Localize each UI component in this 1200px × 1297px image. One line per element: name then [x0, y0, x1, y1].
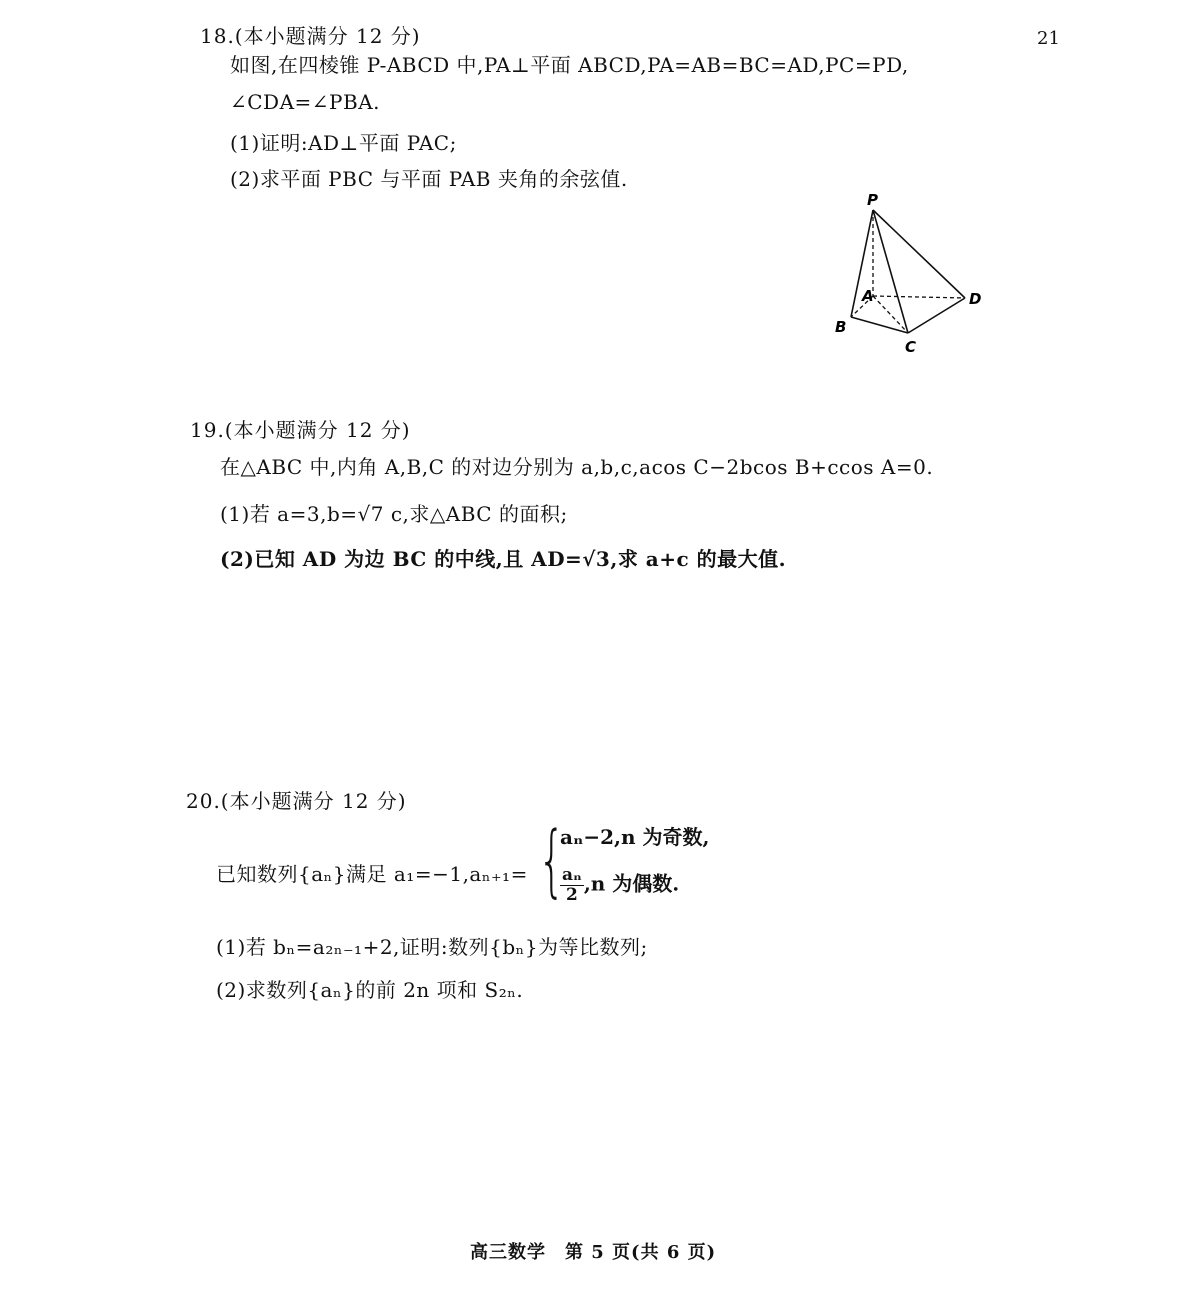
question-19-heading: 19.(本小题满分 12 分): [190, 418, 411, 442]
question-18-line-1: 如图,在四棱锥 P-ABCD 中,PA⊥平面 ABCD,PA=AB=BC=AD,PC=PD,: [230, 53, 909, 77]
edge-pc: [873, 210, 908, 333]
edge-cd: [908, 298, 965, 333]
page-corner-number: 21: [1037, 28, 1060, 49]
piecewise-case-even-tail: ,n 为偶数.: [583, 871, 680, 896]
question-19-line-1: 在△ABC 中,内角 A,B,C 的对边分别为 a,b,c,acos C−2bcos B+ccos A=0.: [220, 455, 934, 479]
question-20-lead: 已知数列{aₙ}满足 a₁=−1,aₙ₊₁=: [216, 862, 528, 886]
question-18-heading: 18.(本小题满分 12 分): [200, 24, 421, 48]
vertex-label-a: A: [862, 287, 874, 305]
vertex-label-p: P: [867, 191, 878, 209]
question-18-line-2: ∠CDA=∠PBA.: [230, 90, 381, 114]
piecewise-case-even: [560, 866, 679, 904]
question-18-part-1: (1)证明:AD⊥平面 PAC;: [230, 131, 457, 155]
edge-ad: [873, 296, 965, 298]
question-18-part-2: (2)求平面 PBC 与平面 PAB 夹角的余弦值.: [230, 167, 628, 191]
piecewise-case-odd: aₙ−2,n 为奇数,: [560, 825, 710, 849]
question-19-part-1: (1)若 a=3,b=√7 c,求△ABC 的面积;: [220, 502, 568, 526]
vertex-label-c: C: [905, 338, 917, 356]
fraction-an-over-2: [560, 866, 584, 904]
pyramid-figure: [825, 190, 1000, 360]
vertex-label-b: B: [835, 318, 847, 336]
piecewise-brace: {: [538, 816, 566, 906]
question-20-part-2: (2)求数列{aₙ}的前 2n 项和 S₂ₙ.: [216, 978, 524, 1002]
page-footer: 高三数学 第 5 页(共 6 页): [470, 1242, 717, 1263]
fraction-denominator: 2: [566, 884, 578, 905]
edge-bc: [851, 317, 908, 333]
question-19-part-2: (2)已知 AD 为边 BC 的中线,且 AD=√3,求 a+c 的最大值.: [220, 547, 787, 571]
question-20-heading: 20.(本小题满分 12 分): [186, 789, 407, 813]
vertex-label-d: D: [969, 290, 982, 308]
edge-pd: [873, 210, 965, 298]
fraction-numerator: aₙ: [562, 865, 582, 885]
question-20-part-1: (1)若 bₙ=a₂ₙ₋₁+2,证明:数列{bₙ}为等比数列;: [216, 935, 648, 959]
